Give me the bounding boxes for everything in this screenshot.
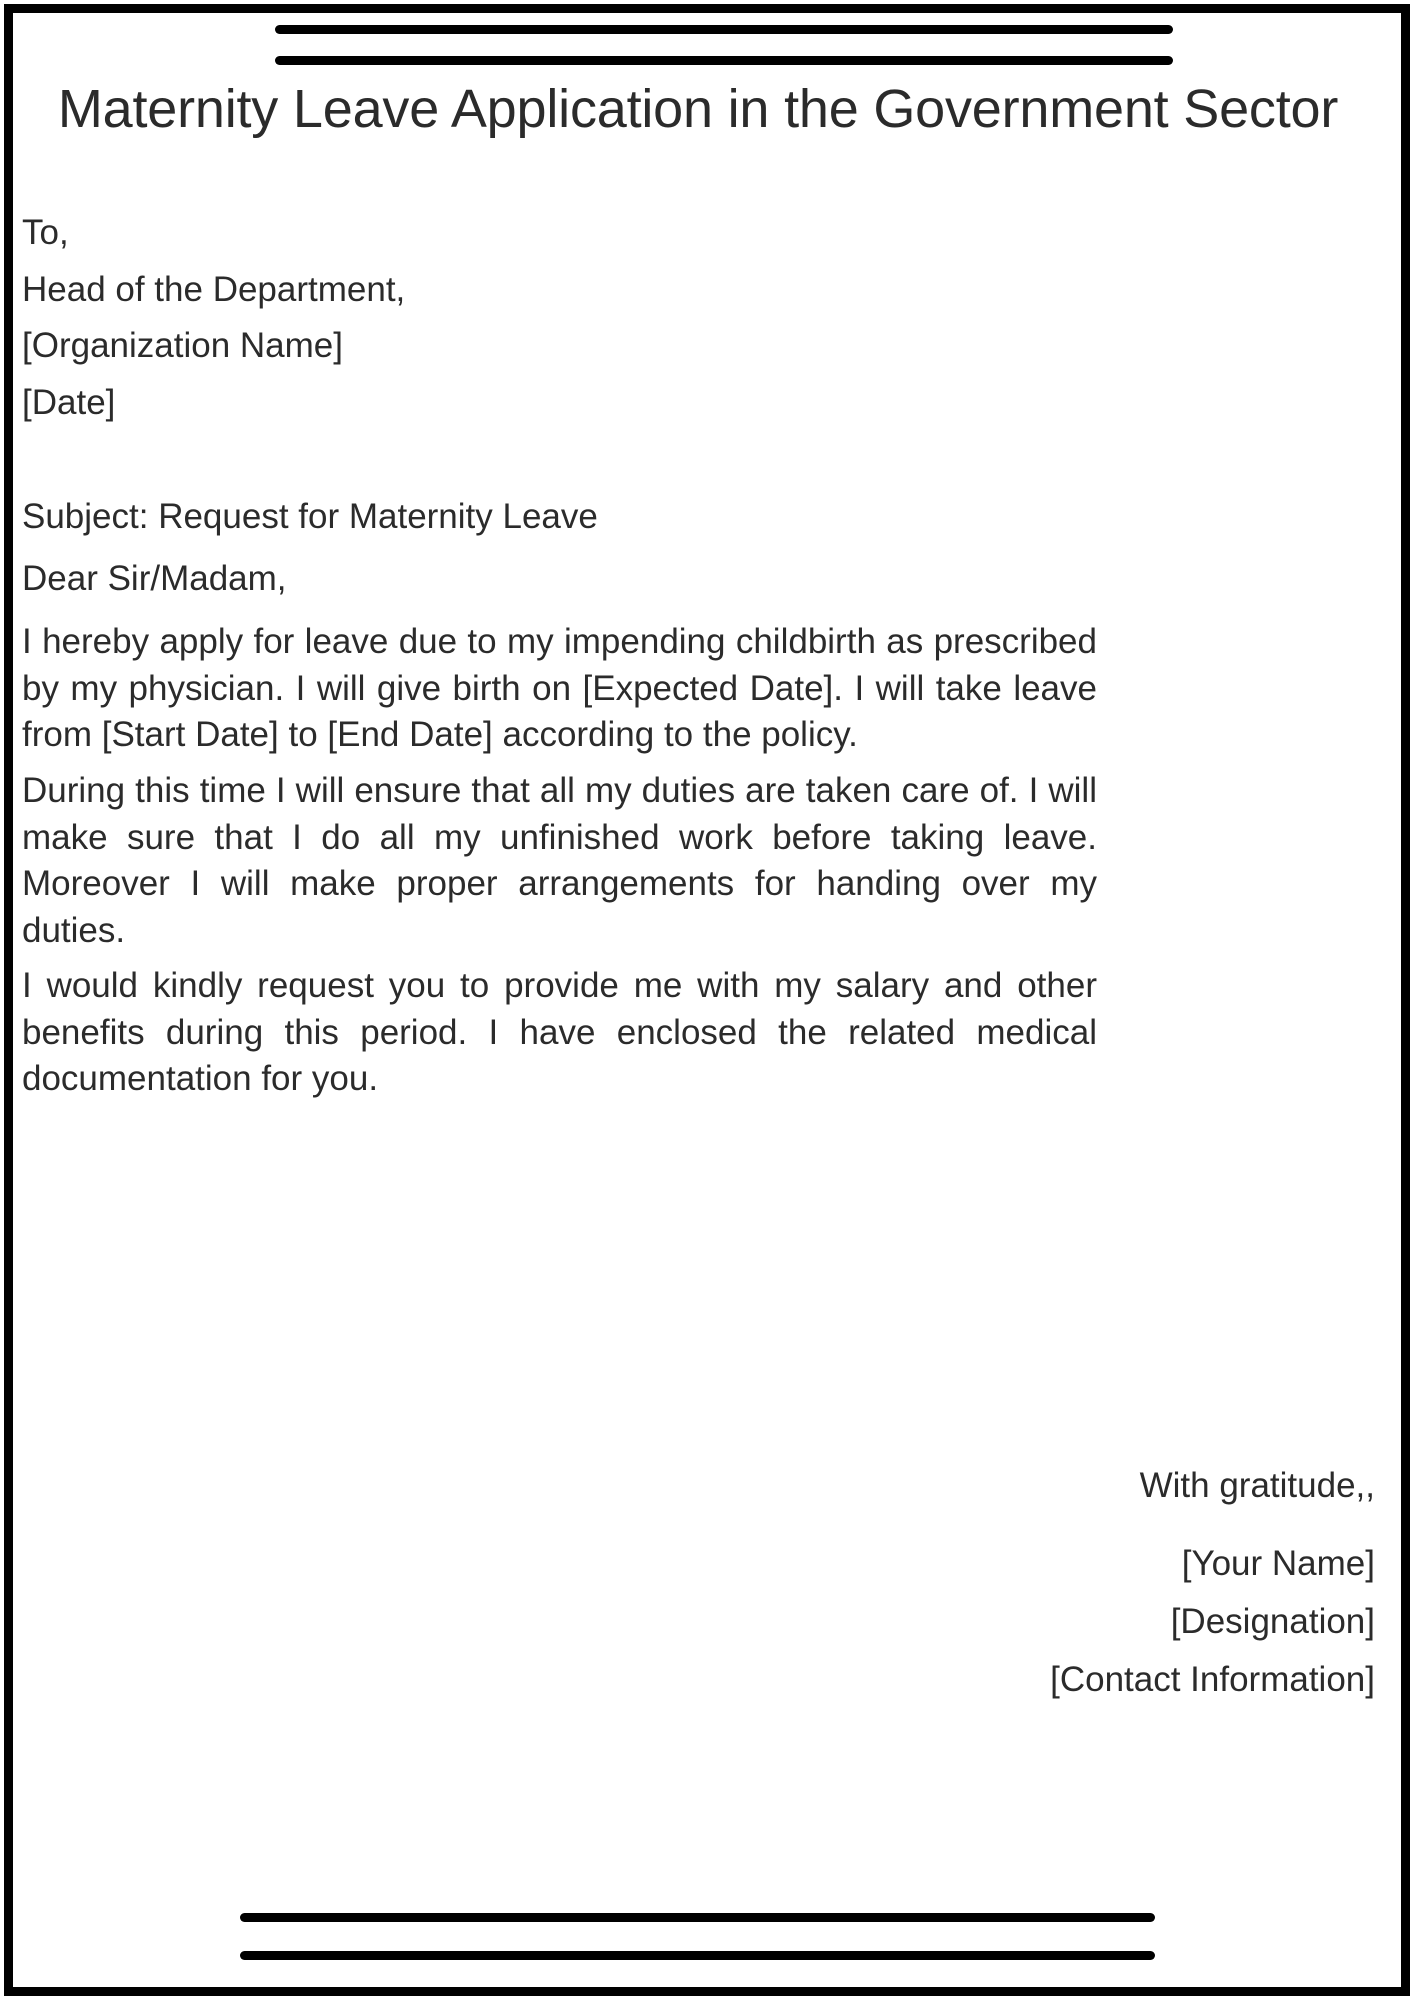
body-paragraph-2: During this time I will ensure that all my duties are taken care of. I will make sure that I do all my unfinished work before taking leave. Moreover I will make proper arrangements for handing over my duties. bbox=[22, 770, 1097, 950]
bottom-decorative-rules bbox=[240, 1913, 1155, 1960]
signature-block bbox=[675, 1468, 1375, 1709]
valediction: With gratitude,, bbox=[1139, 1466, 1375, 1505]
recipient-date: [Date] bbox=[22, 383, 116, 423]
body-paragraph-1: I hereby apply for leave due to my impending childbirth as prescribed by my physician. I will give birth on [Expected Date]. I will take leave from [Start Date] to [End Date] according to the policy. bbox=[22, 622, 1097, 755]
body-paragraph-3: I would kindly request you to provide me with my salary and other benefits during this period. I have enclosed the related medical documentation for you. bbox=[22, 966, 1097, 1099]
valediction-spacer bbox=[675, 1503, 1375, 1535]
salutation-line: Dear Sir/Madam, bbox=[22, 559, 287, 599]
page-title: Maternity Leave Application in the Government Sector bbox=[57, 79, 1339, 139]
bottom-rule-upper bbox=[240, 1913, 1155, 1922]
top-decorative-rules bbox=[275, 25, 1173, 65]
bottom-rule-lower bbox=[240, 1951, 1155, 1960]
recipient-organization: [Organization Name] bbox=[22, 326, 343, 366]
subject-line: Subject: Request for Maternity Leave bbox=[22, 496, 598, 536]
top-rule-upper bbox=[275, 25, 1173, 34]
signer-contact: [Contact Information] bbox=[1050, 1660, 1375, 1700]
signer-designation: [Designation] bbox=[1170, 1602, 1375, 1642]
letter-body bbox=[22, 205, 1097, 1103]
recipient-to-label: To, bbox=[22, 213, 69, 252]
top-rule-lower bbox=[275, 56, 1173, 65]
signer-name: [Your Name] bbox=[1181, 1544, 1375, 1583]
recipient-addressee: Head of the Department, bbox=[22, 269, 406, 309]
page-content-area bbox=[13, 13, 1401, 1987]
address-subject-spacer bbox=[22, 432, 1097, 486]
